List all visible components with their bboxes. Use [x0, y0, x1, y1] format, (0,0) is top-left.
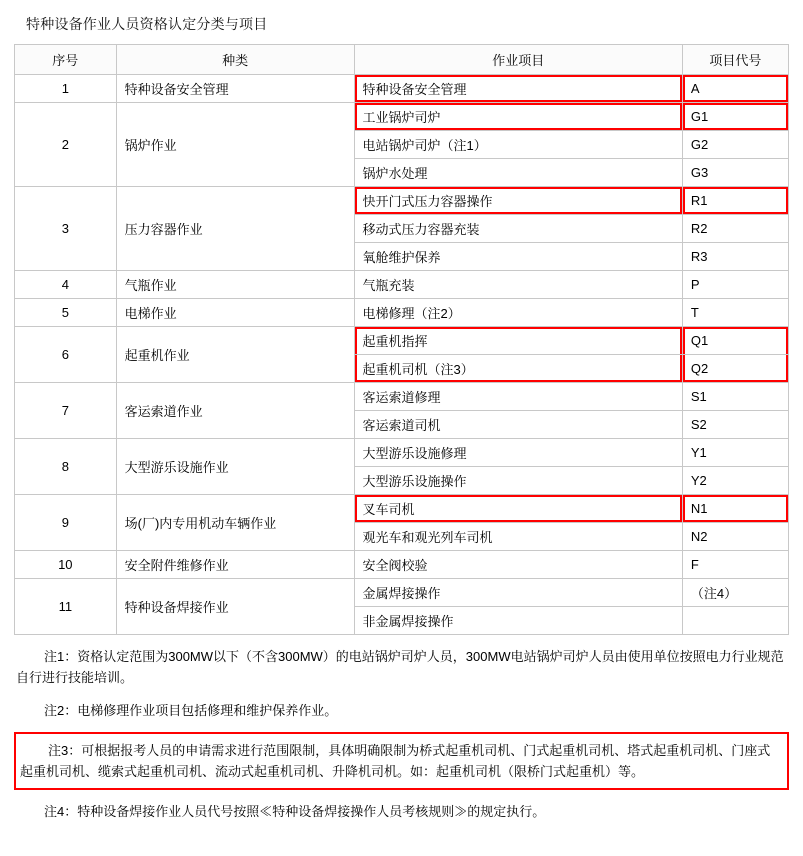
cell-item: 特种设备安全管理: [354, 75, 682, 103]
cell-item: 观光车和观光列车司机: [354, 523, 682, 551]
cell-no: 9: [15, 495, 117, 551]
cell-item: 电梯修理（注2）: [354, 299, 682, 327]
table-row: [15, 75, 789, 103]
cell-no: 11: [15, 579, 117, 635]
note-paragraph: 注3：可根据报考人员的申请需求进行范围限制，具体明确限制为桥式起重机司机、门式起重机司机、塔式起重机司机、门座式起重机司机、缆索式起重机司机、流动式起重机司机、升降机司机。如：起重机司机（限桥门式起重机）等。: [14, 732, 789, 790]
column-header-kind: 种类: [116, 45, 354, 75]
cell-kind: 特种设备安全管理: [116, 75, 354, 103]
cell-no: 7: [15, 383, 117, 439]
cell-kind: 压力容器作业: [116, 187, 354, 271]
cell-kind: 特种设备焊接作业: [116, 579, 354, 635]
cell-no: 3: [15, 187, 117, 271]
column-header-no: 序号: [15, 45, 117, 75]
cell-code: G2: [682, 131, 788, 159]
cell-code: S2: [682, 411, 788, 439]
cell-item: 安全阀校验: [354, 551, 682, 579]
cell-kind: 气瓶作业: [116, 271, 354, 299]
cell-code: Q2: [682, 355, 788, 383]
cell-code: G3: [682, 159, 788, 187]
cell-code: R3: [682, 243, 788, 271]
cell-no: 5: [15, 299, 117, 327]
page-title: 特种设备作业人员资格认定分类与项目: [26, 16, 268, 32]
cell-no: 1: [15, 75, 117, 103]
table-row: [15, 187, 789, 215]
cell-code: （注4）: [682, 579, 788, 607]
cell-code: P: [682, 271, 788, 299]
cell-item: 非金属焊接操作: [354, 607, 682, 635]
cell-code: N1: [682, 495, 788, 523]
cell-item: 锅炉水处理: [354, 159, 682, 187]
table-row: [15, 299, 789, 327]
cell-code: Y2: [682, 467, 788, 495]
cell-kind: 安全附件维修作业: [116, 551, 354, 579]
table-row: [15, 439, 789, 467]
table-row: [15, 551, 789, 579]
cell-item: 客运索道司机: [354, 411, 682, 439]
table-row: [15, 103, 789, 131]
cell-kind: 大型游乐设施作业: [116, 439, 354, 495]
cell-code: N2: [682, 523, 788, 551]
cell-item: 客运索道修理: [354, 383, 682, 411]
column-header-code: 项目代号: [682, 45, 788, 75]
cell-kind: 电梯作业: [116, 299, 354, 327]
cell-item: 氧舱维护保养: [354, 243, 682, 271]
cell-kind: 场(厂)内专用机动车辆作业: [116, 495, 354, 551]
cell-code: A: [682, 75, 788, 103]
cell-item: 金属焊接操作: [354, 579, 682, 607]
cell-no: 8: [15, 439, 117, 495]
cell-no: 4: [15, 271, 117, 299]
cell-code: R1: [682, 187, 788, 215]
table-row: [15, 327, 789, 355]
cell-item: 起重机指挥: [354, 327, 682, 355]
cell-code: F: [682, 551, 788, 579]
qualification-table: [14, 44, 789, 635]
cell-kind: 锅炉作业: [116, 103, 354, 187]
cell-no: 10: [15, 551, 117, 579]
table-header: [15, 45, 789, 75]
table-row: [15, 271, 789, 299]
notes-section: [14, 645, 789, 823]
note-paragraph: 注4：特种设备焊接作业人员代号按照≪特种设备焊接操作人员考核规则≫的规定执行。: [44, 804, 546, 819]
cell-item: 工业锅炉司炉: [354, 103, 682, 131]
cell-item: 大型游乐设施操作: [354, 467, 682, 495]
cell-item: 大型游乐设施修理: [354, 439, 682, 467]
cell-item: 叉车司机: [354, 495, 682, 523]
cell-code: G1: [682, 103, 788, 131]
cell-code: Y1: [682, 439, 788, 467]
cell-code: S1: [682, 383, 788, 411]
table-row: [15, 383, 789, 411]
table-body: [15, 75, 789, 635]
table-header-row: [15, 45, 789, 75]
cell-item: 电站锅炉司炉（注1）: [354, 131, 682, 159]
cell-kind: 客运索道作业: [116, 383, 354, 439]
cell-item: 起重机司机（注3）: [354, 355, 682, 383]
column-header-item: 作业项目: [354, 45, 682, 75]
cell-kind: 起重机作业: [116, 327, 354, 383]
table-row: [15, 579, 789, 607]
cell-code: T: [682, 299, 788, 327]
note-paragraph: 注1：资格认定范围为300MW以下（不含300MW）的电站锅炉司炉人员，300MW电站锅炉司炉人员由使用单位按照电力行业规范自行进行技能培训。: [16, 649, 784, 685]
note-paragraph: 注2：电梯修理作业项目包括修理和维护保养作业。: [44, 703, 338, 718]
cell-item: 气瓶充装: [354, 271, 682, 299]
cell-code: R2: [682, 215, 788, 243]
cell-no: 2: [15, 103, 117, 187]
cell-code: [682, 607, 788, 635]
cell-item: 移动式压力容器充装: [354, 215, 682, 243]
cell-no: 6: [15, 327, 117, 383]
cell-code: Q1: [682, 327, 788, 355]
table-row: [15, 495, 789, 523]
cell-item: 快开门式压力容器操作: [354, 187, 682, 215]
